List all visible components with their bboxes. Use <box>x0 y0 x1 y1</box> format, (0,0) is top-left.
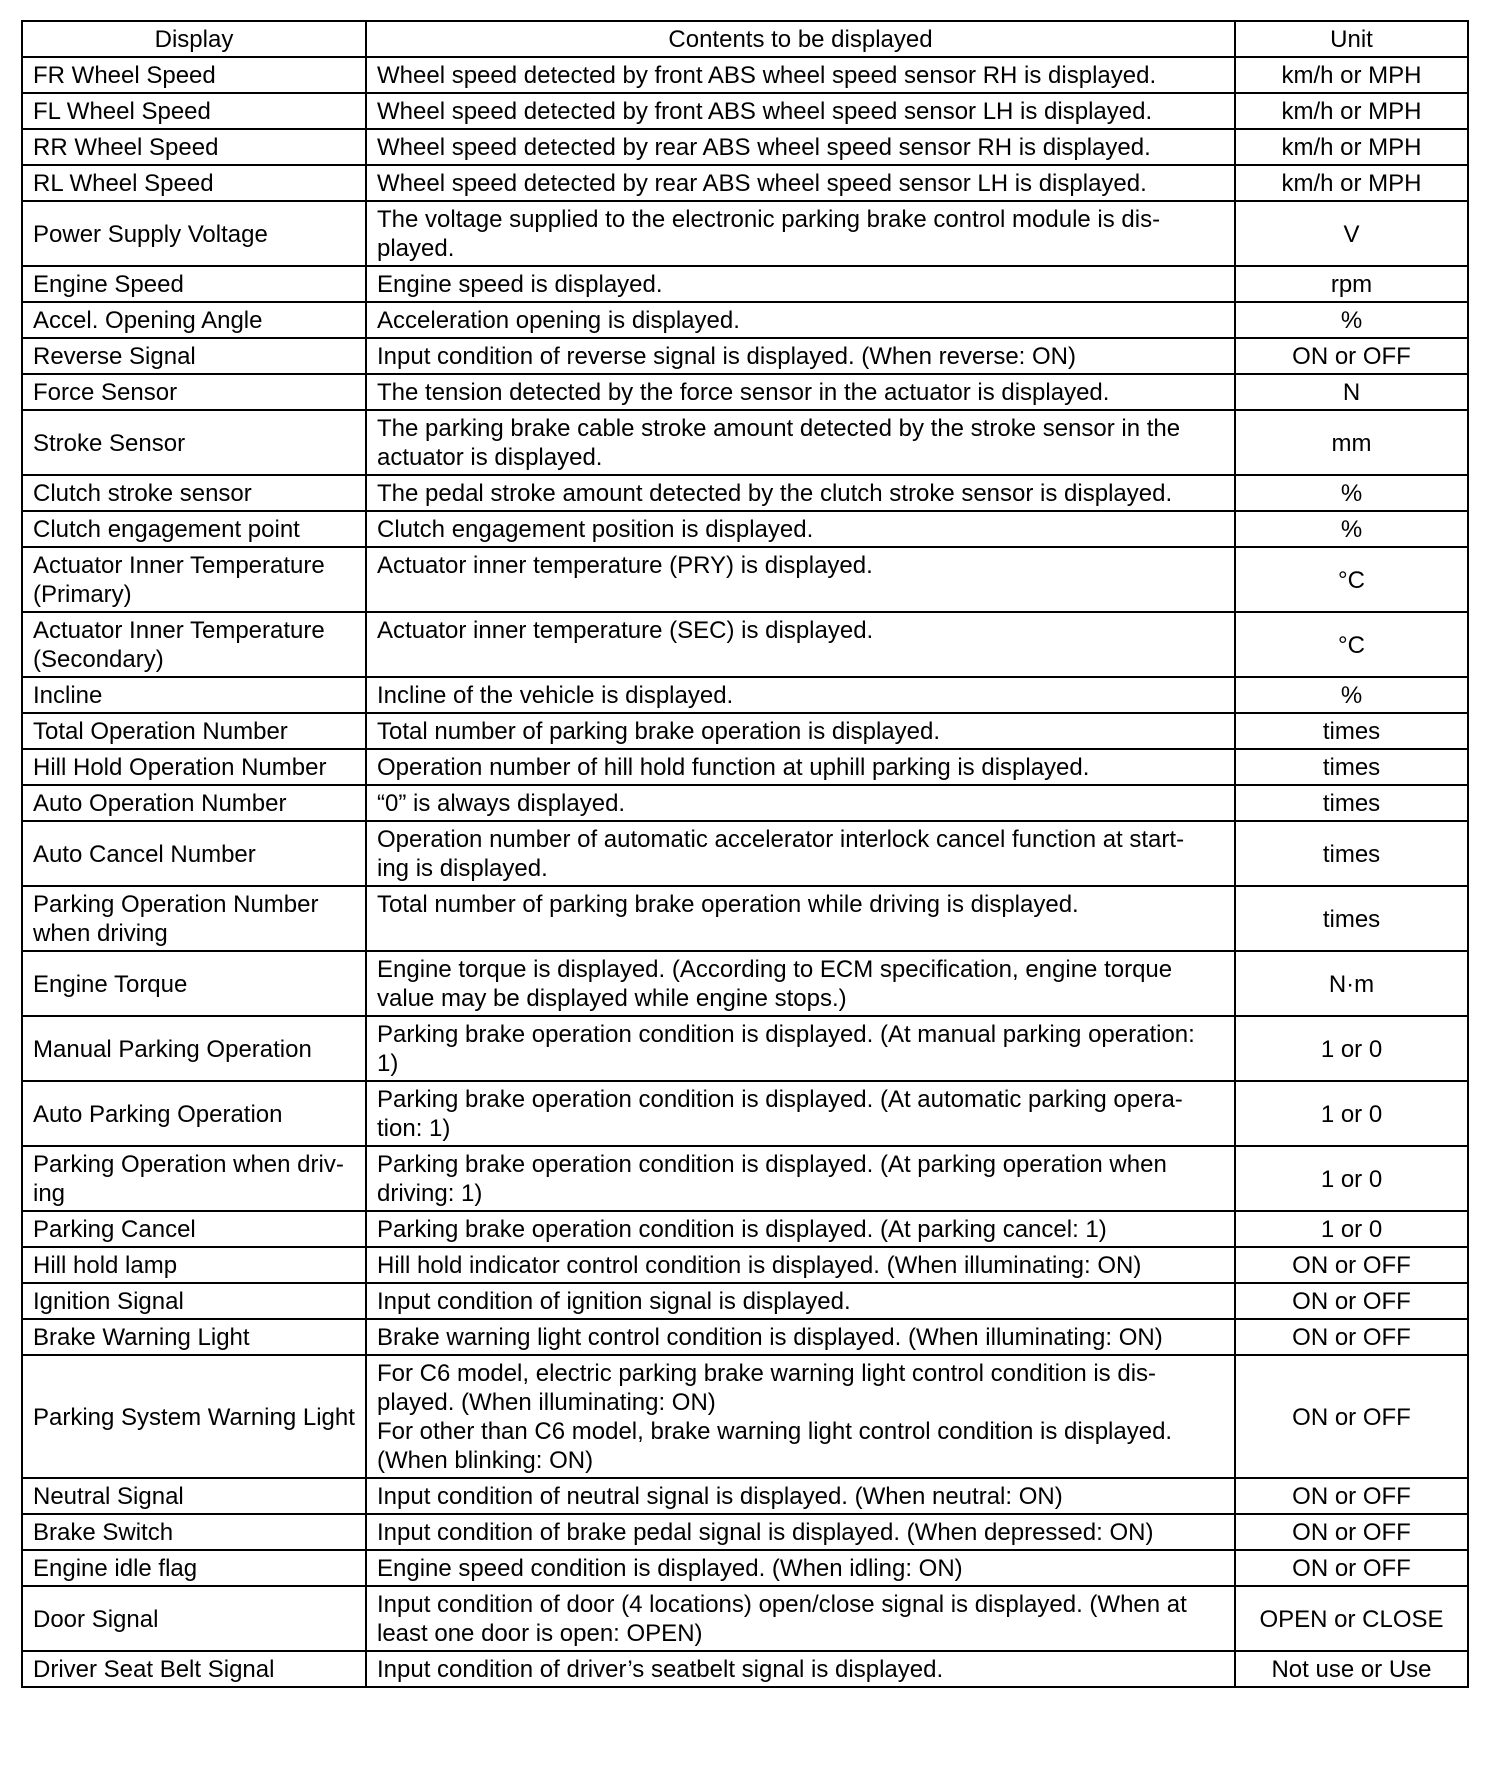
unit-cell: times <box>1235 821 1468 886</box>
unit-cell: km/h or MPH <box>1235 165 1468 201</box>
display-cell: Clutch engagement point <box>22 511 366 547</box>
contents-line: Actuator inner temperature (SEC) is displayed. <box>377 617 874 644</box>
contents-cell <box>366 1081 1235 1146</box>
contents-line: Wheel speed detected by front ABS wheel speed sensor LH is displayed. <box>377 98 1153 125</box>
contents-line: Acceleration opening is displayed. <box>377 307 740 334</box>
header-row <box>22 21 1468 57</box>
table-row <box>22 475 1468 511</box>
contents-cell <box>366 1247 1235 1283</box>
unit-cell: °C <box>1235 612 1468 677</box>
contents-line: Input condition of driver’s seatbelt signal is displayed. <box>377 1656 944 1683</box>
table-row <box>22 374 1468 410</box>
display-cell: Engine Speed <box>22 266 366 302</box>
contents-line: Total number of parking brake operation is displayed. <box>377 718 940 745</box>
table-row <box>22 677 1468 713</box>
display-cell: Neutral Signal <box>22 1478 366 1514</box>
table-row <box>22 93 1468 129</box>
contents-cell <box>366 1478 1235 1514</box>
contents-cell <box>366 749 1235 785</box>
contents-line: tion: 1) <box>377 1115 451 1142</box>
contents-cell <box>366 821 1235 886</box>
display-cell: Brake Switch <box>22 1514 366 1550</box>
table-row <box>22 1586 1468 1651</box>
display-cell: Brake Warning Light <box>22 1319 366 1355</box>
unit-cell: N <box>1235 374 1468 410</box>
table-row <box>22 886 1468 951</box>
unit-cell: N·m <box>1235 951 1468 1016</box>
contents-line: “0” is always displayed. <box>377 790 626 817</box>
contents-line: Input condition of door (4 locations) open/close signal is displayed. (When at <box>377 1591 1187 1618</box>
contents-line: Parking brake operation condition is displayed. (At parking cancel: 1) <box>377 1216 1107 1243</box>
contents-cell <box>366 338 1235 374</box>
display-cell: Driver Seat Belt Signal <box>22 1651 366 1687</box>
contents-line: Hill hold indicator control condition is displayed. (When illuminating: ON) <box>377 1252 1142 1279</box>
unit-cell: times <box>1235 886 1468 951</box>
contents-cell <box>366 677 1235 713</box>
contents-cell <box>366 1146 1235 1211</box>
unit-cell: 1 or 0 <box>1235 1211 1468 1247</box>
unit-cell: V <box>1235 201 1468 266</box>
unit-cell: % <box>1235 302 1468 338</box>
table-row <box>22 1355 1468 1478</box>
unit-cell: times <box>1235 713 1468 749</box>
table-row <box>22 951 1468 1016</box>
unit-cell: % <box>1235 475 1468 511</box>
contents-cell <box>366 57 1235 93</box>
contents-cell <box>366 1283 1235 1319</box>
display-cell: Parking System Warning Light <box>22 1355 366 1478</box>
display-cell: Hill Hold Operation Number <box>22 749 366 785</box>
header-unit: Unit <box>1235 21 1468 57</box>
table-row <box>22 129 1468 165</box>
table-row <box>22 1247 1468 1283</box>
display-cell: Door Signal <box>22 1586 366 1651</box>
contents-cell <box>366 410 1235 475</box>
contents-cell <box>366 1514 1235 1550</box>
contents-line: actuator is displayed. <box>377 444 603 471</box>
display-cell: FR Wheel Speed <box>22 57 366 93</box>
table-body <box>22 57 1468 1687</box>
contents-line: Parking brake operation condition is displayed. (At parking operation when <box>377 1151 1167 1178</box>
table-row <box>22 1651 1468 1687</box>
contents-cell <box>366 612 1235 677</box>
table-row <box>22 302 1468 338</box>
unit-cell: % <box>1235 511 1468 547</box>
display-cell: Engine idle flag <box>22 1550 366 1586</box>
contents-line: played. (When illuminating: ON) <box>377 1389 716 1416</box>
unit-cell: km/h or MPH <box>1235 129 1468 165</box>
display-cell: Total Operation Number <box>22 713 366 749</box>
contents-cell <box>366 1586 1235 1651</box>
table-row <box>22 1478 1468 1514</box>
contents-line: Wheel speed detected by rear ABS wheel speed sensor LH is displayed. <box>377 170 1147 197</box>
contents-cell <box>366 713 1235 749</box>
contents-line: (When blinking: ON) <box>377 1447 594 1474</box>
table-row <box>22 1514 1468 1550</box>
contents-line: Wheel speed detected by front ABS wheel speed sensor RH is displayed. <box>377 62 1157 89</box>
contents-cell <box>366 1016 1235 1081</box>
display-cell: Manual Parking Operation <box>22 1016 366 1081</box>
contents-line: Actuator inner temperature (PRY) is displayed. <box>377 552 873 579</box>
display-cell: Reverse Signal <box>22 338 366 374</box>
unit-cell: 1 or 0 <box>1235 1081 1468 1146</box>
table-row <box>22 57 1468 93</box>
contents-line: For C6 model, electric parking brake warning light control condition is dis- <box>377 1360 1157 1387</box>
contents-cell <box>366 886 1235 951</box>
table-row <box>22 266 1468 302</box>
contents-cell <box>366 93 1235 129</box>
display-cell: Parking Operation when driv-ing <box>22 1146 366 1211</box>
contents-line: The pedal stroke amount detected by the clutch stroke sensor is displayed. <box>377 480 1173 507</box>
contents-cell <box>366 201 1235 266</box>
contents-line: Parking brake operation condition is displayed. (At automatic parking opera- <box>377 1086 1183 1113</box>
contents-line: value may be displayed while engine stops.) <box>377 985 847 1012</box>
display-cell: Ignition Signal <box>22 1283 366 1319</box>
display-cell: FL Wheel Speed <box>22 93 366 129</box>
display-cell: Force Sensor <box>22 374 366 410</box>
unit-cell: mm <box>1235 410 1468 475</box>
contents-cell <box>366 374 1235 410</box>
unit-cell: % <box>1235 677 1468 713</box>
contents-line: Total number of parking brake operation while driving is displayed. <box>377 891 1079 918</box>
contents-line: Engine speed is displayed. <box>377 271 663 298</box>
display-cell: Actuator Inner Temperature (Primary) <box>22 547 366 612</box>
table-row <box>22 1211 1468 1247</box>
unit-cell: ON or OFF <box>1235 1283 1468 1319</box>
contents-line: Incline of the vehicle is displayed. <box>377 682 734 709</box>
contents-cell <box>366 1211 1235 1247</box>
table-row <box>22 1016 1468 1081</box>
table-row <box>22 821 1468 886</box>
header-contents: Contents to be displayed <box>366 21 1235 57</box>
contents-line: The voltage supplied to the electronic parking brake control module is dis- <box>377 206 1161 233</box>
contents-cell <box>366 475 1235 511</box>
contents-line: The tension detected by the force sensor in the actuator is displayed. <box>377 379 1110 406</box>
contents-line: Brake warning light control condition is displayed. (When illuminating: ON) <box>377 1324 1163 1351</box>
unit-cell: ON or OFF <box>1235 1319 1468 1355</box>
contents-cell <box>366 785 1235 821</box>
contents-line: The parking brake cable stroke amount detected by the stroke sensor in the <box>377 415 1181 442</box>
unit-cell: km/h or MPH <box>1235 57 1468 93</box>
contents-line: Engine torque is displayed. (According to ECM specification, engine torque <box>377 956 1173 983</box>
unit-cell: ON or OFF <box>1235 1514 1468 1550</box>
contents-line: Clutch engagement position is displayed. <box>377 516 814 543</box>
unit-cell: ON or OFF <box>1235 338 1468 374</box>
display-cell: Parking Operation Number when driving <box>22 886 366 951</box>
contents-cell <box>366 951 1235 1016</box>
unit-cell: km/h or MPH <box>1235 93 1468 129</box>
contents-line: Input condition of brake pedal signal is displayed. (When depressed: ON) <box>377 1519 1154 1546</box>
display-cell: Engine Torque <box>22 951 366 1016</box>
unit-cell: ON or OFF <box>1235 1247 1468 1283</box>
contents-cell <box>366 511 1235 547</box>
table-row <box>22 201 1468 266</box>
display-cell: RR Wheel Speed <box>22 129 366 165</box>
contents-cell <box>366 1651 1235 1687</box>
contents-line: Input condition of ignition signal is displayed. <box>377 1288 851 1315</box>
table-row <box>22 612 1468 677</box>
contents-line: Operation number of hill hold function at uphill parking is displayed. <box>377 754 1090 781</box>
unit-cell: times <box>1235 785 1468 821</box>
table-row <box>22 1146 1468 1211</box>
unit-cell: ON or OFF <box>1235 1550 1468 1586</box>
contents-cell <box>366 1355 1235 1478</box>
contents-cell <box>366 129 1235 165</box>
table-row <box>22 338 1468 374</box>
unit-cell: ON or OFF <box>1235 1355 1468 1478</box>
display-cell: RL Wheel Speed <box>22 165 366 201</box>
unit-cell: rpm <box>1235 266 1468 302</box>
contents-line: For other than C6 model, brake warning light control condition is displayed. <box>377 1418 1173 1445</box>
contents-line: Engine speed condition is displayed. (When idling: ON) <box>377 1555 963 1582</box>
contents-line: Operation number of automatic accelerator interlock cancel function at start- <box>377 826 1185 853</box>
display-cell: Hill hold lamp <box>22 1247 366 1283</box>
unit-cell: times <box>1235 749 1468 785</box>
contents-cell <box>366 547 1235 612</box>
display-cell: Incline <box>22 677 366 713</box>
table-row <box>22 1319 1468 1355</box>
display-cell: Actuator Inner Temperature (Secondary) <box>22 612 366 677</box>
table-row <box>22 511 1468 547</box>
table-row <box>22 1283 1468 1319</box>
display-cell: Auto Cancel Number <box>22 821 366 886</box>
display-cell: Stroke Sensor <box>22 410 366 475</box>
unit-cell: °C <box>1235 547 1468 612</box>
contents-line: played. <box>377 235 455 262</box>
table-row <box>22 1550 1468 1586</box>
table-row <box>22 713 1468 749</box>
unit-cell: Not use or Use <box>1235 1651 1468 1687</box>
unit-cell: OPEN or CLOSE <box>1235 1586 1468 1651</box>
contents-cell <box>366 1319 1235 1355</box>
unit-cell: ON or OFF <box>1235 1478 1468 1514</box>
table-row <box>22 410 1468 475</box>
data-monitor-table-container <box>21 20 1467 1688</box>
contents-cell <box>366 302 1235 338</box>
table-row <box>22 749 1468 785</box>
contents-cell <box>366 1550 1235 1586</box>
display-cell: Accel. Opening Angle <box>22 302 366 338</box>
table-header <box>22 21 1468 57</box>
contents-cell <box>366 266 1235 302</box>
display-cell: Auto Operation Number <box>22 785 366 821</box>
contents-line: Wheel speed detected by rear ABS wheel speed sensor RH is displayed. <box>377 134 1151 161</box>
display-cell: Parking Cancel <box>22 1211 366 1247</box>
table-row <box>22 785 1468 821</box>
contents-line: least one door is open: OPEN) <box>377 1620 703 1647</box>
table-row <box>22 1081 1468 1146</box>
contents-line: Parking brake operation condition is displayed. (At manual parking operation: <box>377 1021 1195 1048</box>
data-monitor-table <box>21 20 1469 1688</box>
contents-line: driving: 1) <box>377 1180 483 1207</box>
unit-cell: 1 or 0 <box>1235 1016 1468 1081</box>
display-cell: Auto Parking Operation <box>22 1081 366 1146</box>
table-row <box>22 547 1468 612</box>
contents-line: Input condition of reverse signal is displayed. (When reverse: ON) <box>377 343 1076 370</box>
display-cell: Power Supply Voltage <box>22 201 366 266</box>
header-display: Display <box>22 21 366 57</box>
contents-cell <box>366 165 1235 201</box>
contents-line: 1) <box>377 1050 399 1077</box>
display-cell: Clutch stroke sensor <box>22 475 366 511</box>
table-row <box>22 165 1468 201</box>
unit-cell: 1 or 0 <box>1235 1146 1468 1211</box>
contents-line: ing is displayed. <box>377 855 548 882</box>
contents-line: Input condition of neutral signal is displayed. (When neutral: ON) <box>377 1483 1063 1510</box>
